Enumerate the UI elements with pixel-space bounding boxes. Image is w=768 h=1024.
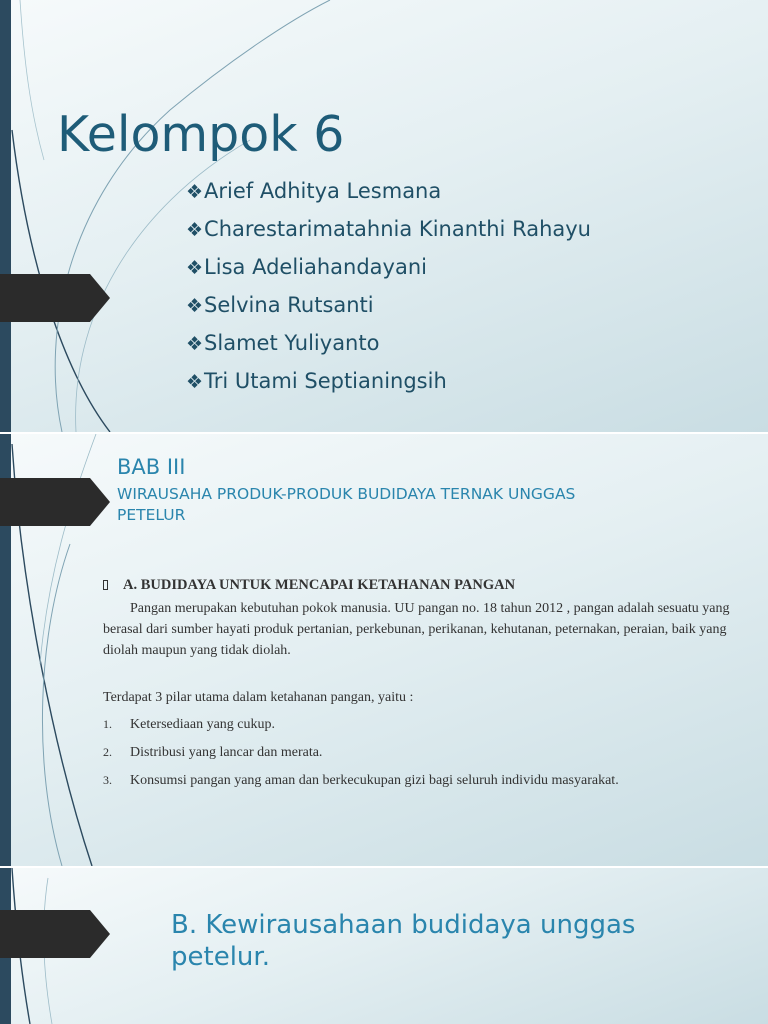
chapter-subtitle: WIRAUSAHA PRODUK-PRODUK BUDIDAYA TERNAK UNGGAS PETELUR [117,485,576,524]
arrow-tab [0,478,110,526]
pillar-list [103,714,733,791]
diamond-bullet-icon: ❖ [186,257,204,279]
member-name: Arief Adhitya Lesmana [204,179,442,203]
list-item [186,173,591,211]
chapter-content [103,577,733,798]
list-number: 2. [103,745,112,759]
list-item [103,770,733,791]
list-item [103,742,733,763]
diamond-bullet-icon: ❖ [186,371,204,393]
section-heading-text: A. BUDIDAYA UNTUK MENCAPAI KETAHANAN PANGAN [123,577,516,593]
list-item [103,714,733,735]
list-item [186,287,591,325]
square-bullet-icon [103,580,108,590]
slide-title: Kelompok 6 [57,106,345,163]
list-item [186,211,591,249]
pillar-text: Konsumsi pangan yang aman dan berkecukupan gizi bagi seluruh individu masyarakat. [130,773,619,788]
pillar-text: Distribusi yang lancar dan merata. [130,745,323,760]
list-number: 1. [103,717,112,731]
pillars-intro: Terdapat 3 pilar utama dalam ketahanan pangan, yaitu : [103,690,414,705]
diamond-bullet-icon: ❖ [186,295,204,317]
diamond-bullet-icon: ❖ [186,333,204,355]
member-name: Tri Utami Septianingsih [204,369,447,393]
member-name: Lisa Adeliahandayani [204,255,427,279]
list-number: 3. [103,773,112,787]
member-name: Selvina Rutsanti [204,293,374,317]
pillar-text: Ketersediaan yang cukup. [130,717,275,732]
list-item [186,325,591,363]
diamond-bullet-icon: ❖ [186,181,204,203]
section-b-title: B. Kewirausahaan budidaya unggas petelur. [171,910,636,972]
diamond-bullet-icon: ❖ [186,219,204,241]
left-accent-bar [0,0,11,432]
chapter-title: BAB III [117,455,186,479]
section-heading [103,577,733,597]
slide-1 [0,0,768,432]
member-list [186,173,591,401]
list-item [186,363,591,401]
member-name: Charestarimatahnia Kinanthi Rahayu [204,217,591,241]
arrow-tab [0,274,110,322]
arrow-tab [0,910,110,958]
definition-paragraph: Pangan merupakan kebutuhan pokok manusia. UU pangan no. 18 tahun 2012 , pangan adalah sesuatu yang berasal dari sumber hayati produk pertanian, perkebunan, perikanan, kehutanan, peternakan, peraian, baik yang diolah maupun yang tidak diolah. [103,601,730,658]
member-name: Slamet Yuliyanto [204,331,380,355]
list-item [186,249,591,287]
